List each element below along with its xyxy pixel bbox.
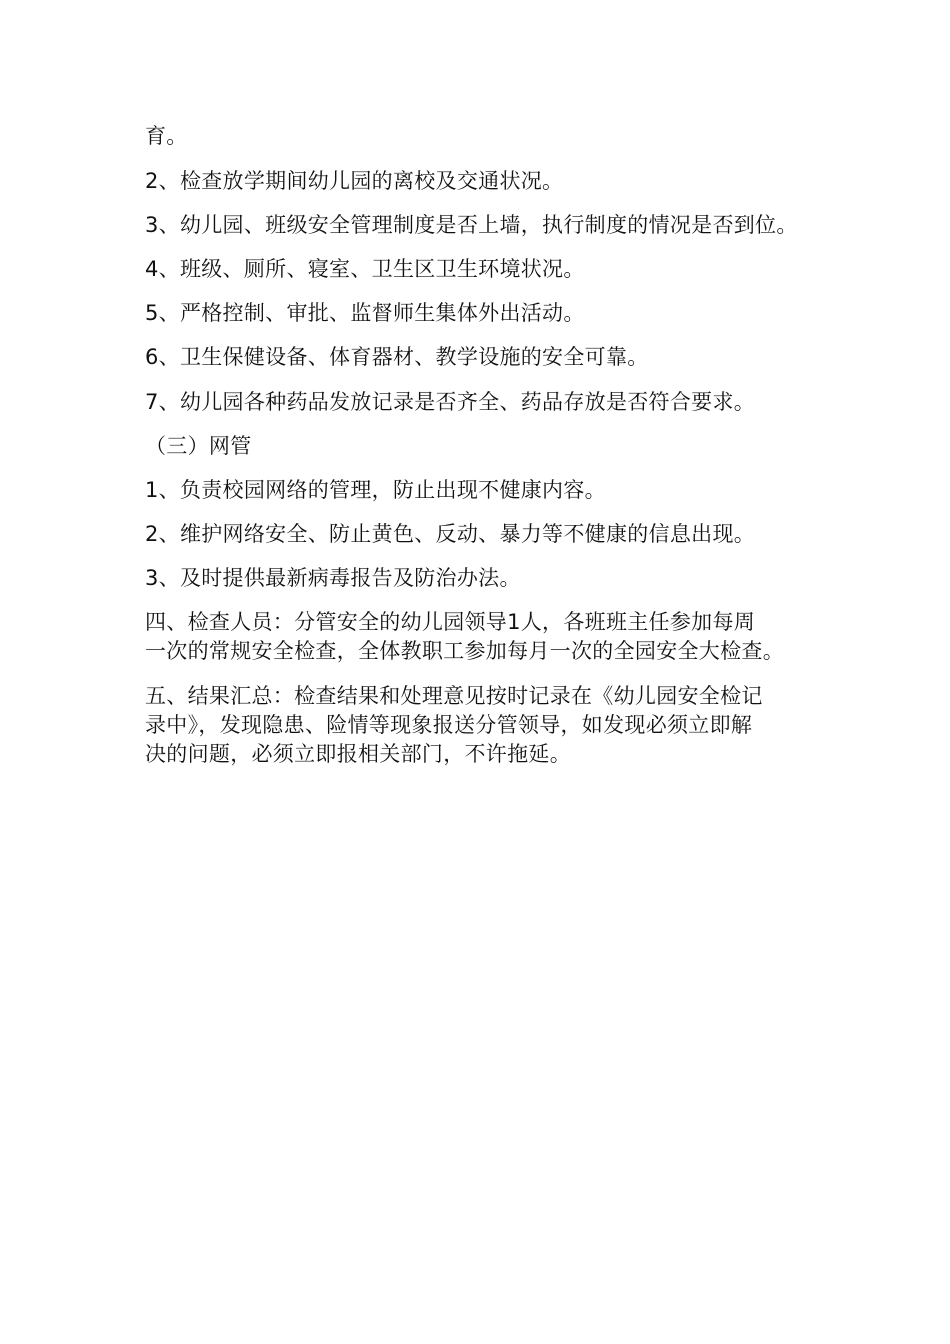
text-line-item-5: 5、严格控制、审批、监督师生集体外出活动。	[145, 301, 585, 325]
section-heading-network: （三）网管	[145, 434, 252, 458]
paragraph-line: 决的问题，必须立即报相关部门，不许拖延。	[145, 742, 571, 766]
text-line-continuation: 育。	[145, 124, 188, 148]
paragraph-line: 四、检查人员：分管安全的幼儿园领导1人，各班班主任参加每周	[145, 610, 756, 634]
text-line-network-3: 3、及时提供最新病毒报告及防治办法。	[145, 566, 521, 590]
text-line-item-4: 4、班级、厕所、寝室、卫生区卫生环境状况。	[145, 257, 585, 281]
paragraph-result-summary	[145, 682, 825, 769]
paragraph-line: 五、结果汇总：检查结果和处理意见按时记录在《幼儿园安全检记	[145, 684, 763, 708]
text-line-item-2: 2、检查放学期间幼儿园的离校及交通状况。	[145, 169, 564, 193]
text-line-item-6: 6、卫生保健设备、体育器材、教学设施的安全可靠。	[145, 345, 649, 369]
text-line-item-7: 7、幼儿园各种药品发放记录是否齐全、药品存放是否符合要求。	[145, 390, 756, 414]
text-line-network-2: 2、维护网络安全、防止黄色、反动、暴力等不健康的信息出现。	[145, 522, 756, 546]
paragraph-inspection-staff	[145, 608, 825, 666]
paragraph-line: 录中》，发现隐患、险情等现象报送分管领导，如发现必须立即解	[145, 713, 753, 737]
paragraph-line: 一次的常规安全检查，全体教职工参加每月一次的全园安全大检查。	[145, 639, 784, 663]
text-line-network-1: 1、负责校园网络的管理，防止出现不健康内容。	[145, 478, 606, 502]
text-line-item-3: 3、幼儿园、班级安全管理制度是否上墙，执行制度的情况是否到位。	[145, 213, 798, 237]
